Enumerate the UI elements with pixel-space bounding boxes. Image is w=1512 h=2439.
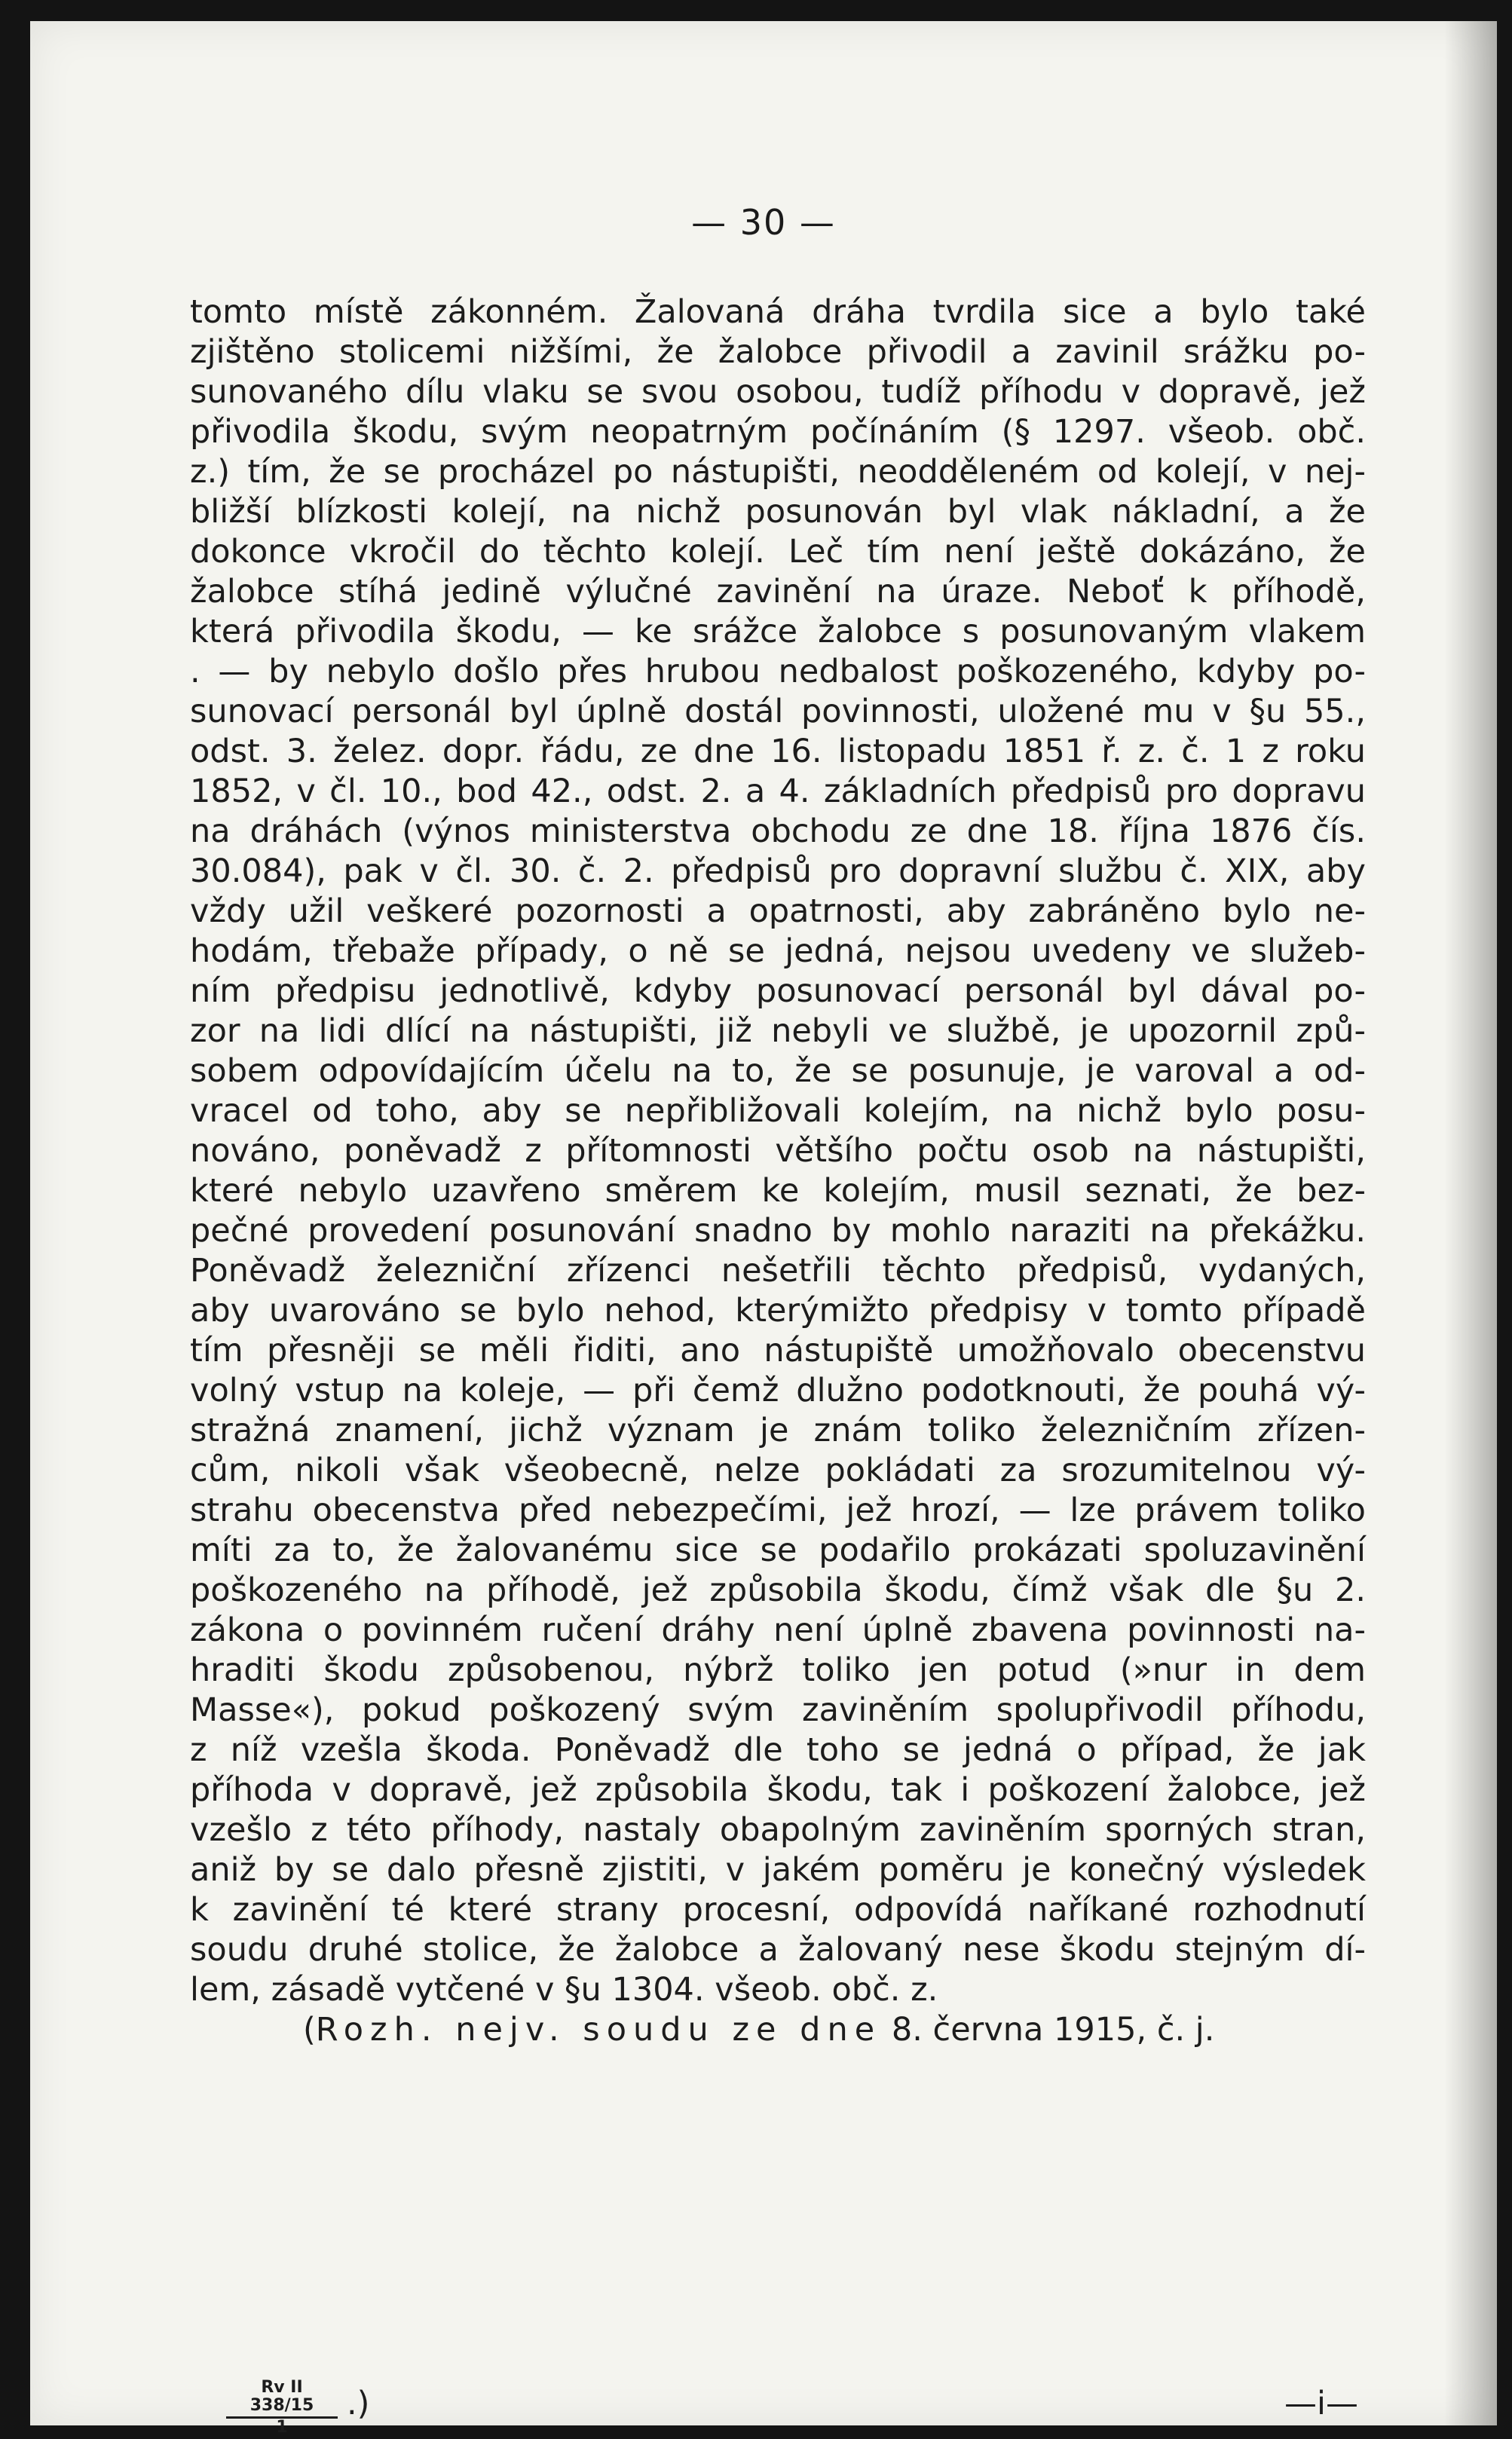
text-line: nováno, poněvadž z přítomnosti většího počtu osob na nástupišti, [190, 1132, 1366, 1170]
text-line: zákona o povinném ručení dráhy není úplně zbavena povinnosti na- [190, 1611, 1366, 1649]
text-line: žalobce stíhá jedině výlučné zavinění na úraze. Neboť k příhodě, [190, 573, 1366, 611]
text-line: soudu druhé stolice, že žalobce a žalovaný nese škodu stejným dí- [190, 1931, 1366, 1969]
text-line: odst. 3. želez. dopr. řádu, ze dne 16. listopadu 1851 ř. z. č. 1 z roku [190, 733, 1366, 770]
text-line: poškozeného na příhodě, jež způsobila škodu, čímž však dle §u 2. [190, 1571, 1366, 1609]
footnote-area [190, 2378, 1366, 2437]
text-line: pečné provedení posunování snadno by mohlo naraziti na překážku. [190, 1212, 1366, 1250]
text-line: Poněvadž železniční zřízenci nešetřili těchto předpisů, vydaných, [190, 1252, 1366, 1290]
citation-label: Rozh. nejv. soudu ze dne [315, 2011, 882, 2049]
text-line: volný vstup na koleje, — při čemž dlužno podotknouti, že pouhá vý- [190, 1372, 1366, 1409]
text-line: hodám, třebaže případy, o ně se jedná, nejsou uvedeny ve služeb- [190, 932, 1366, 970]
text-line: aniž by se dalo přesně zjistiti, v jakém poměru je konečný výsledek [190, 1851, 1366, 1889]
body-text [190, 292, 1366, 2050]
text-line: zor na lidi dlící na nástupišti, již nebyli ve službě, je upozornil způ- [190, 1012, 1366, 1050]
text-line: tomto místě zákonném. Žalovaná dráha tvrdila sice a bylo také [190, 293, 1366, 331]
text-line: které nebylo uzavřeno směrem ke kolejím, musil seznati, že bez- [190, 1172, 1366, 1210]
text-line: z níž vzešla škoda. Poněvadž dle toho se jedná o případ, že jak [190, 1731, 1366, 1769]
text-line: ním předpisu jednotlivě, kdyby posunovací personál byl dával po- [190, 972, 1366, 1010]
text-line: vzešlo z této příhody, nastaly obapolným zaviněním sporných stran, [190, 1811, 1366, 1849]
text-line: hraditi škodu způsobenou, nýbrž toliko jen potud (»nur in dem [190, 1651, 1366, 1689]
page-number: — 30 — [691, 202, 836, 243]
text-line: sunovaného dílu vlaku se svou osobou, tudíž příhodu v dopravě, jež [190, 373, 1366, 411]
page-edge-shadow [1444, 21, 1497, 2425]
text-line: strahu obecenstva před nebezpečími, jež hrozí, — lze právem toliko [190, 1492, 1366, 1529]
citation-date: 8. června 1915, č. j. [891, 2011, 1215, 2049]
text-line: přivodila škodu, svým neopatrným počínáním (§ 1297. všeob. obč. [190, 413, 1366, 451]
text-line: cům, nikoli však všeobecně, nelze pokládati za srozumitelnou vý- [190, 1452, 1366, 1489]
text-line: tím přesněji se měli řiditi, ano nástupiště umožňovalo obecenstvu [190, 1332, 1366, 1369]
case-reference-number: Rv II 338/15 [226, 2379, 338, 2419]
text-line: dokonce vkročil do těchto kolejí. Leč tím není ještě dokázáno, že [190, 533, 1366, 571]
text-line: Masse«), pokud poškozený svým zaviněním spolupřivodil příhodu, [190, 1691, 1366, 1729]
text-line: 30.084), pak v čl. 30. č. 2. předpisů pro dopravní službu č. XIX, aby [190, 852, 1366, 890]
case-reference-fraction [226, 2379, 338, 2437]
text-line: na dráhách (výnos ministerstva obchodu ze dne 18. října 1876 čís. [190, 812, 1366, 850]
text-line: k zavinění té které strany procesní, odpovídá naříkané rozhodnutí [190, 1891, 1366, 1929]
text-line: bližší blízkosti kolejí, na nichž posunován byl vlak nákladní, a že [190, 493, 1366, 531]
text-line: aby uvarováno se bylo nehod, kterýmižto předpisy v tomto případě [190, 1292, 1366, 1330]
text-line: 1852, v čl. 10., bod 42., odst. 2. a 4. základních předpisů pro dopravu [190, 773, 1366, 810]
scanned-page [30, 21, 1497, 2437]
text-line: míti za to, že žalovanému sice se podařilo prokázati spoluzavinění [190, 1532, 1366, 1569]
text-line: která přivodila škodu, — ke srážce žalobce s posunovaným vlakem [190, 613, 1366, 650]
text-line: lem, zásadě vytčené v §u 1304. všeob. obč. z. [190, 1971, 938, 2009]
end-marker: —i— [1284, 2385, 1358, 2422]
text-line: . — by nebylo došlo přes hrubou nedbalost poškozeného, kdyby po- [190, 653, 1366, 690]
text-line: sobem odpovídajícím účelu na to, že se posunuje, je varoval a od- [190, 1052, 1366, 1090]
citation-closing: .) [347, 2385, 370, 2422]
citation-line [190, 2010, 1366, 2050]
text-line: stražná znamení, jichž význam je znám toliko železničním zřízen- [190, 1412, 1366, 1449]
citation-prefix: ( [303, 2011, 316, 2049]
case-reference-denominator: 1 [276, 2418, 288, 2437]
text-line: vracel od toho, aby se nepřibližovali kolejím, na nichž bylo posu- [190, 1092, 1366, 1130]
text-line: zjištěno stolicemi nižšími, že žalobce přivodil a zavinil srážku po- [190, 333, 1366, 371]
text-line: vždy užil veškeré pozornosti a opatrnosti, aby zabráněno bylo ne- [190, 892, 1366, 930]
text-line: z.) tím, že se procházel po nástupišti, neodděleném od kolejí, v nej- [190, 453, 1366, 491]
text-line: sunovací personál byl úplně dostál povinnosti, uložené mu v §u 55., [190, 693, 1366, 730]
text-line: příhoda v dopravě, jež způsobila škodu, tak i poškození žalobce, jež [190, 1771, 1366, 1809]
